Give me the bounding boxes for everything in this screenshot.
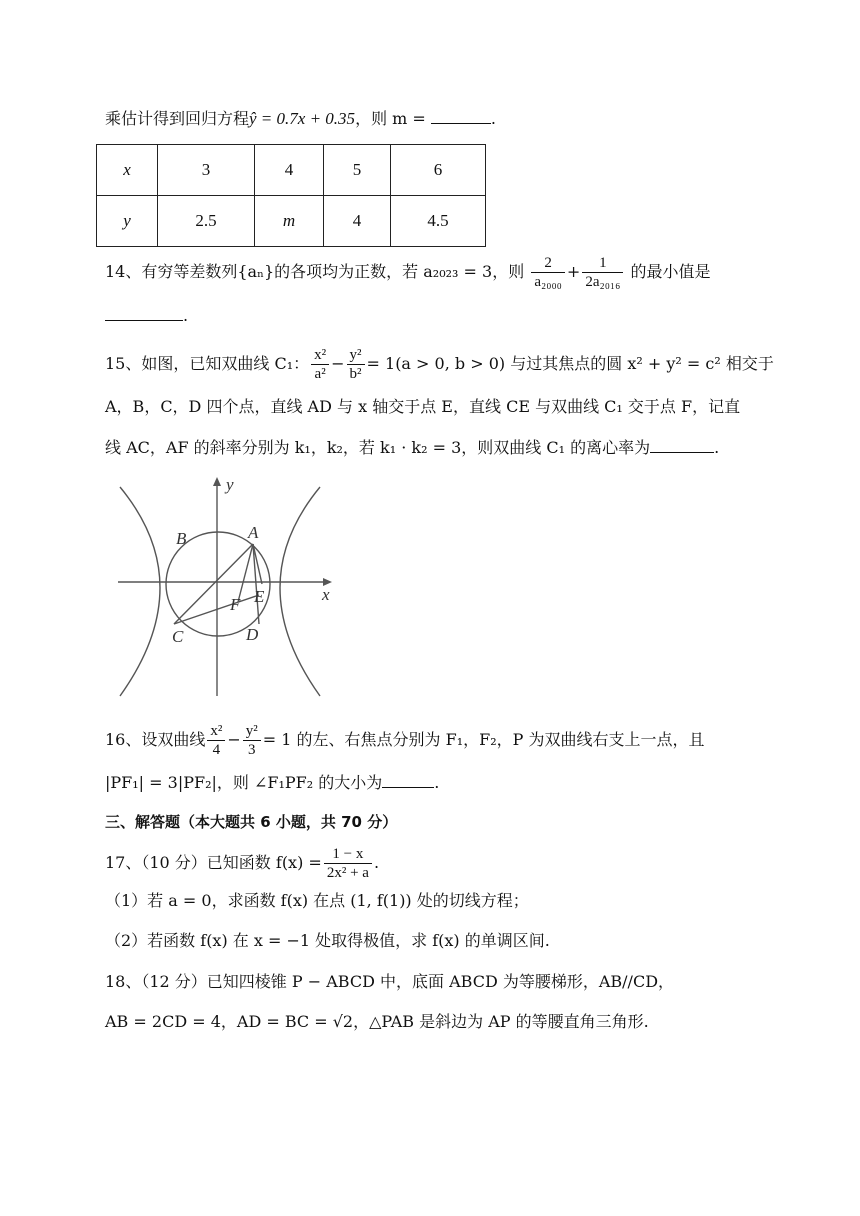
table-cell: y [97, 196, 158, 247]
fraction-denominator: a² [314, 366, 326, 382]
hyperbola-circle-figure [110, 474, 340, 704]
minus-sign: − [331, 354, 345, 373]
q16-fraction-x [207, 722, 225, 759]
q14-text-b: 的最小值是 [630, 262, 711, 281]
q15-fraction-y [347, 346, 365, 383]
answer-blank [382, 773, 434, 788]
plus-sign: + [566, 262, 581, 281]
answer-blank [650, 438, 714, 453]
q13-suffix: ，则 m = [355, 109, 431, 128]
q14-answer-line [105, 306, 188, 326]
q15-text-a: 15、如图，已知双曲线 C₁： [105, 354, 310, 373]
q15-end: . [714, 438, 720, 457]
hyperbola-left-branch [120, 487, 160, 696]
q13-end: . [490, 109, 496, 128]
label-B: B [176, 529, 187, 548]
q17-part-1: （1）若 a = 0，求函数 f(x) 在点 (1, f(1)) 处的切线方程； [105, 891, 529, 910]
q16-end: . [434, 773, 440, 792]
q18-line-1: 18、（12 分）已知四棱锥 P − ABCD 中，底面 ABCD 为等腰梯形，AB//CD， [105, 972, 675, 991]
q14-fraction-2 [582, 254, 623, 291]
q16-fraction-y [243, 722, 261, 759]
q17-end: . [373, 853, 380, 872]
label-F: F [230, 595, 241, 614]
q15-line-1 [105, 346, 774, 383]
minus-sign: − [227, 730, 241, 749]
answer-blank [431, 109, 491, 124]
table-cell: 4 [324, 196, 391, 247]
q16-line-2 [105, 773, 439, 793]
table-row [97, 196, 486, 247]
label-D: D [246, 625, 259, 644]
fraction-denominator: 3 [248, 742, 256, 758]
q18-line-2: AB = 2CD = 4，AD = BC = √2，△PAB 是斜边为 AP 的等腰直角三角形. [105, 1012, 649, 1031]
q14-text-a: 14、有穷等差数列{aₙ}的各项均为正数，若 a₂₀₂₃ = 3，则 [105, 262, 525, 281]
fraction-denominator: 2a₂₀₁₆ [585, 274, 621, 290]
table-cell: x [97, 145, 158, 196]
regression-equation: ŷ = 0.7x + 0.35 [249, 109, 356, 128]
hyperbola-right-branch [280, 487, 320, 696]
section-3-heading: 三、解答题（本大题共 6 小题，共 70 分） [105, 813, 398, 831]
fraction-numerator: x² [207, 722, 225, 741]
label-A: A [248, 523, 259, 542]
table-cell: 2.5 [158, 196, 255, 247]
line-AF [238, 544, 253, 602]
q15-line-2: A，B，C，D 四个点，直线 AD 与 x 轴交于点 E，直线 CE 与双曲线 C₁ 交于点 F，记直 [105, 397, 741, 416]
q14-end: . [183, 306, 189, 325]
q16-text-b: = 1 的左、右焦点分别为 F₁，F₂，P 为双曲线右支上一点，且 [262, 730, 705, 749]
q16-line-1 [105, 722, 705, 759]
fraction-numerator: 1 − x [324, 845, 372, 864]
q16-text-2: |PF₁| = 3|PF₂|，则 ∠F₁PF₂ 的大小为 [105, 773, 383, 792]
q15-fraction-x [311, 346, 329, 383]
table-cell: 6 [391, 145, 486, 196]
label-E: E [254, 587, 265, 606]
fraction-numerator: y² [347, 346, 365, 365]
q15-text-b: = 1(a > 0, b > 0) 与过其焦点的圆 x² + y² = c² 相交于 [366, 354, 774, 373]
fraction-numerator: 2 [531, 254, 565, 273]
q17-text: 17、（10 分）已知函数 f(x) = [105, 853, 322, 872]
q14-fraction-1 [531, 254, 565, 291]
fraction-denominator: 4 [212, 742, 221, 758]
q15-line-3 [105, 438, 719, 458]
table-cell: 4 [255, 145, 324, 196]
line-AC [174, 544, 253, 624]
q17-part-2: （2）若函数 f(x) 在 x = −1 处取得极值，求 f(x) 的单调区间. [105, 931, 550, 950]
q14-line [105, 254, 711, 291]
q16-prefix: 16、设双曲线 [105, 730, 206, 749]
fraction-numerator: x² [311, 346, 329, 365]
table-cell: 4.5 [391, 196, 486, 247]
q15-text-3: 线 AC，AF 的斜率分别为 k₁，k₂，若 k₁ · k₂ = 3，则双曲线 C₁ 的离心率为 [105, 438, 651, 457]
table-cell: 5 [324, 145, 391, 196]
fraction-denominator: 2x² + a [326, 865, 369, 881]
fraction-numerator: y² [243, 722, 261, 741]
data-table [96, 144, 486, 247]
label-x: x [322, 585, 330, 604]
label-y: y [226, 475, 234, 494]
fraction-denominator: a₂₀₀₀ [534, 274, 562, 290]
table-cell: m [255, 196, 324, 247]
fraction-denominator: b² [349, 366, 362, 382]
y-axis-arrow-icon [213, 477, 221, 486]
q13-line [105, 109, 496, 129]
q17-intro [105, 845, 379, 882]
q13-prefix: 乘估计得到回归方程 [105, 109, 250, 128]
answer-blank [105, 306, 183, 321]
table-row [97, 145, 486, 196]
fraction-numerator: 1 [582, 254, 623, 273]
q17-fraction [324, 845, 372, 882]
label-C: C [172, 627, 184, 646]
table-cell: 3 [158, 145, 255, 196]
